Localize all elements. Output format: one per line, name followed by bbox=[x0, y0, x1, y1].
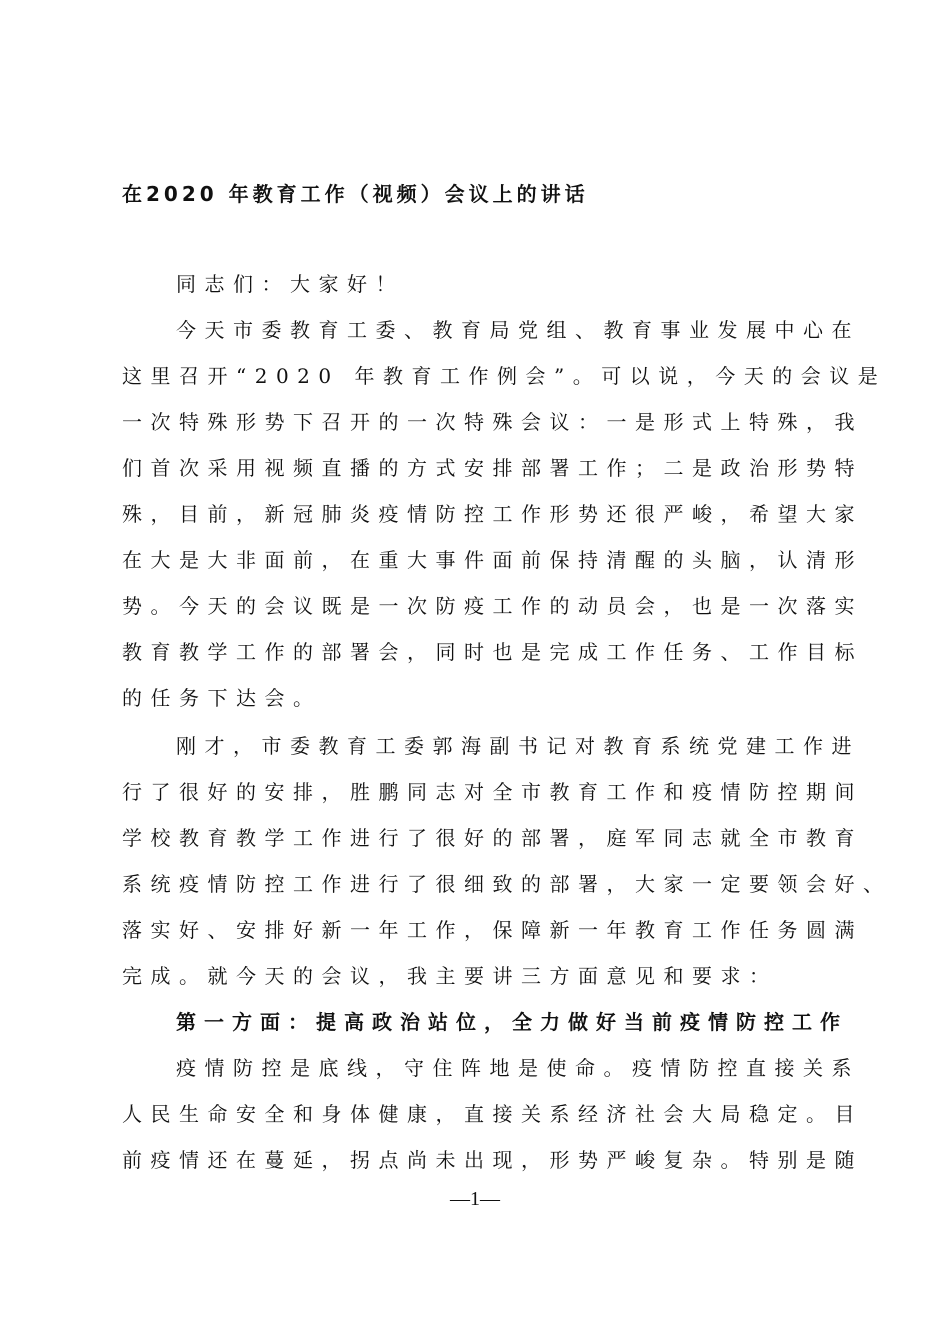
paragraph-line: 的任务下达会。 bbox=[122, 686, 322, 710]
paragraph-line: 今天市委教育工委、教育局党组、教育事业发展中心在 bbox=[176, 318, 860, 342]
paragraph-line: 这里召开“2020 年教育工作例会”。可以说，今天的会议是 bbox=[122, 364, 887, 388]
greeting-line: 同志们：大家好！ bbox=[176, 272, 404, 296]
paragraph-line: 人民生命安全和身体健康，直接关系经济社会大局稳定。目 bbox=[122, 1102, 863, 1126]
paragraph-line: 落实好、安排好新一年工作，保障新一年教育工作任务圆满 bbox=[122, 918, 863, 942]
paragraph-line: 们首次采用视频直播的方式安排部署工作；二是政治形势特 bbox=[122, 456, 863, 480]
paragraph-line: 教育教学工作的部署会，同时也是完成工作任务、工作目标 bbox=[122, 640, 863, 664]
paragraph-line: 殊，目前，新冠肺炎疫情防控工作形势还很严峻，希望大家 bbox=[122, 502, 863, 526]
paragraph-line: 刚才，市委教育工委郭海副书记对教育系统党建工作进 bbox=[176, 734, 860, 758]
paragraph-line: 学校教育教学工作进行了很好的部署，庭军同志就全市教育 bbox=[122, 826, 863, 850]
paragraph-line: 疫情防控是底线，守住阵地是使命。疫情防控直接关系 bbox=[176, 1056, 860, 1080]
page-number: —1— bbox=[450, 1188, 500, 1210]
paragraph-line: 一次特殊形势下召开的一次特殊会议：一是形式上特殊，我 bbox=[122, 410, 863, 434]
paragraph-line: 势。今天的会议既是一次防疫工作的动员会，也是一次落实 bbox=[122, 594, 863, 618]
section-heading: 第一方面：提高政治站位，全力做好当前疫情防控工作 bbox=[176, 1010, 848, 1034]
paragraph-line: 完成。就今天的会议，我主要讲三方面意见和要求： bbox=[122, 964, 778, 988]
paragraph-line: 前疫情还在蔓延，拐点尚未出现，形势严峻复杂。特别是随 bbox=[122, 1148, 863, 1172]
paragraph-line: 在大是大非面前，在重大事件面前保持清醒的头脑，认清形 bbox=[122, 548, 863, 572]
document-title: 在2020 年教育工作（视频）会议上的讲话 bbox=[122, 182, 589, 206]
paragraph-line: 系统疫情防控工作进行了很细致的部署，大家一定要领会好、 bbox=[122, 872, 892, 896]
paragraph-line: 行了很好的安排，胜鹏同志对全市教育工作和疫情防控期间 bbox=[122, 780, 863, 804]
